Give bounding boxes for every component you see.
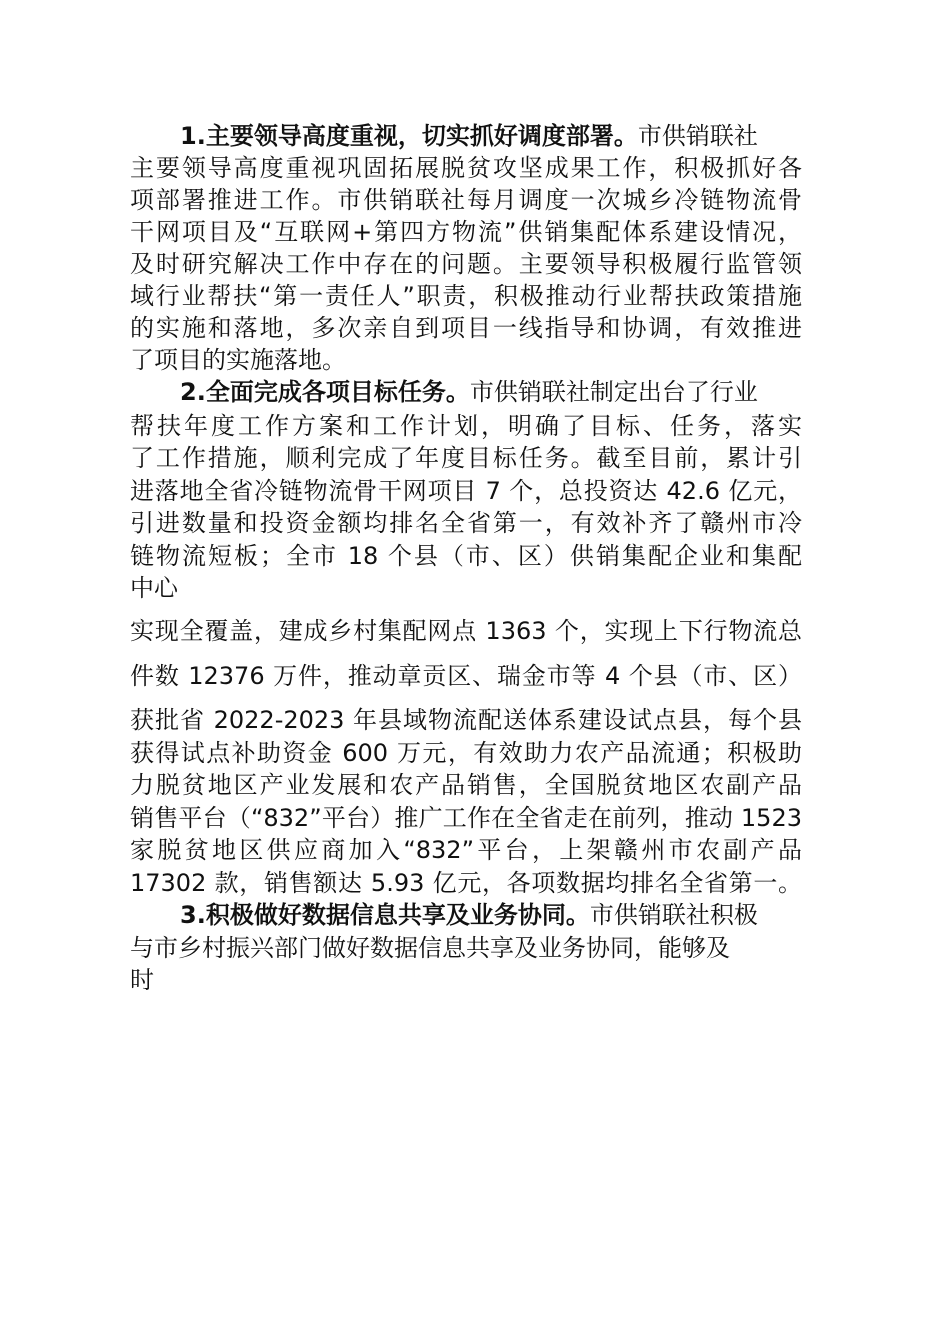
- paragraph-2-line-12: 力脱贫地区产业发展和农产品销售，全国脱贫地区农副产品: [130, 771, 802, 799]
- paragraph-2-line-10: 获批省 2022-2023 年县域物流配送体系建设试点县，每个县: [130, 706, 802, 734]
- paragraph-2-line-7: 中心: [130, 574, 178, 602]
- paragraph-1-text: 市供销联社: [637, 122, 758, 150]
- paragraph-2-line-13: 销售平台（“832”平台）推广工作在全省走在前列，推动 1523: [130, 804, 802, 832]
- paragraph-2-line-1: [180, 376, 758, 408]
- paragraph-2-line-5: 引进数量和投资金额均排名全省第一，有效补齐了赣州市冷: [130, 509, 802, 537]
- paragraph-2-line-11: 获得试点补助资金 600 万元，有效助力农产品流通；积极助: [130, 739, 802, 767]
- paragraph-3-line-1: [180, 899, 758, 931]
- paragraph-1-line-6: 域行业帮扶“第一责任人”职责，积极推动行业帮扶政策措施: [130, 282, 802, 310]
- paragraph-1-line-5: 及时研究解决工作中存在的问题。主要领导积极履行监管领: [130, 250, 802, 278]
- paragraph-1-line-4: 干网项目及“互联网+第四方物流”供销集配体系建设情况，: [130, 218, 802, 246]
- paragraph-1-heading: 1.主要领导高度重视，切实抓好调度部署。: [180, 122, 638, 150]
- paragraph-3-line-2: 与市乡村振兴部门做好数据信息共享及业务协同，能够及: [130, 934, 730, 962]
- paragraph-2-line-15: 17302 款，销售额达 5.93 亿元，各项数据均排名全省第一。: [130, 869, 802, 897]
- paragraph-3-text: 市供销联社积极: [589, 901, 758, 929]
- paragraph-3-heading: 3.积极做好数据信息共享及业务协同。: [180, 901, 590, 929]
- paragraph-2-line-14: 家脱贫地区供应商加入“832”平台，上架赣州市农副产品: [130, 836, 802, 864]
- paragraph-2-line-2: 帮扶年度工作方案和工作计划，明确了目标、任务，落实: [130, 412, 802, 440]
- paragraph-2-line-8: 实现全覆盖，建成乡村集配网点 1363 个，实现上下行物流总: [130, 617, 802, 645]
- paragraph-2-line-9: 件数 12376 万件，推动章贡区、瑞金市等 4 个县（市、区）: [130, 662, 802, 690]
- paragraph-2-heading: 2.全面完成各项目标任务。: [180, 378, 470, 406]
- paragraph-1-line-3: 项部署推进工作。市供销联社每月调度一次城乡冷链物流骨: [130, 186, 802, 214]
- paragraph-1-line-7: 的实施和落地，多次亲自到项目一线指导和协调，有效推进: [130, 314, 802, 342]
- paragraph-2-line-3: 了工作措施，顺利完成了年度目标任务。截至目前，累计引: [130, 444, 802, 472]
- paragraph-2-line-4: 进落地全省冷链物流骨干网项目 7 个，总投资达 42.6 亿元，: [130, 477, 802, 505]
- paragraph-3-line-3: 时: [130, 966, 154, 994]
- paragraph-1-line-8: 了项目的实施落地。: [130, 346, 346, 374]
- paragraph-1-line-1: [180, 120, 758, 152]
- paragraph-2-line-6: 链物流短板；全市 18 个县（市、区）供销集配企业和集配: [130, 542, 802, 570]
- paragraph-2-text: 市供销联社制定出台了行业: [469, 378, 758, 406]
- paragraph-1-line-2: 主要领导高度重视巩固拓展脱贫攻坚成果工作，积极抓好各: [130, 154, 802, 182]
